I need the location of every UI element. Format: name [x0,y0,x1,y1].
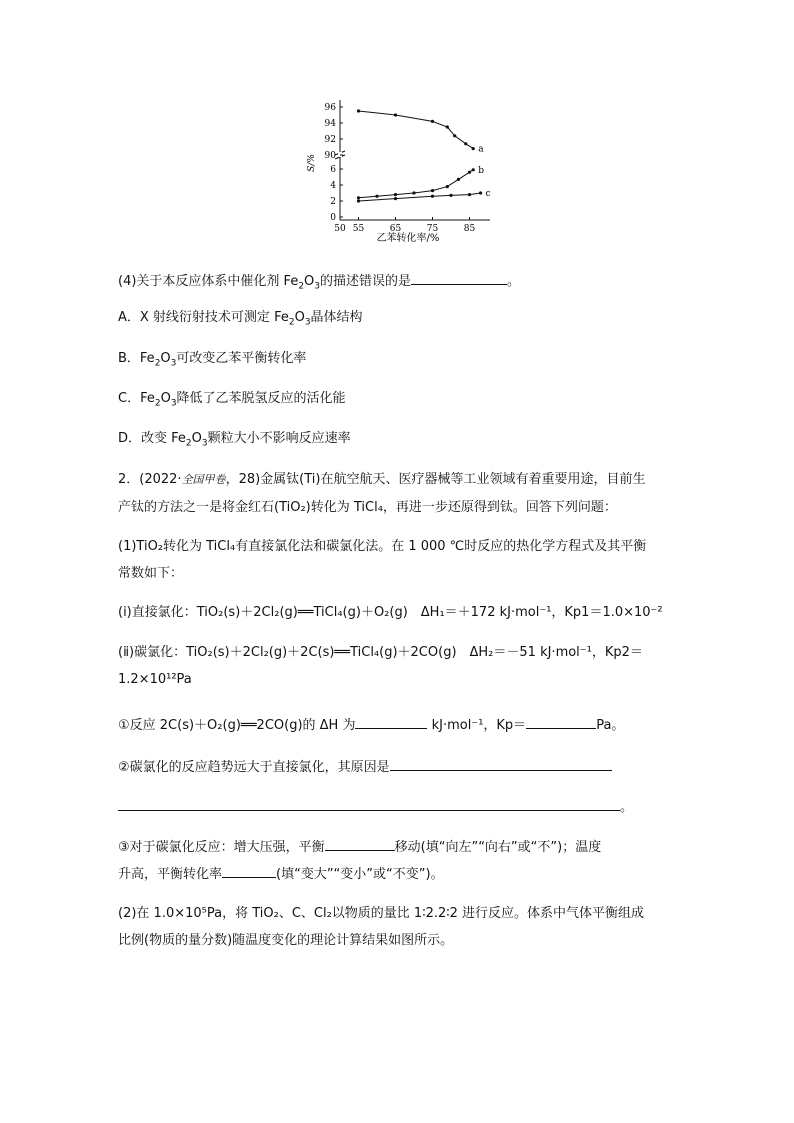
q2-intro-text: ，28)金属钛(Ti)在航空航天、医疗器械等工业领域有着重要用途，目前生 [225,472,646,487]
data-point-a [431,120,434,123]
q4-option-c: C．$Fe_2O_3$降低了乙苯脱氢反应的活化能 [118,391,346,409]
q4-stem-text-2: 的描述错误的是 [320,274,412,289]
sub3-text-3: 升高，平衡转化率 [118,867,223,882]
data-point-a [464,142,467,145]
y-tick-label: 92 [324,135,336,145]
y-axis-label: S/% [307,154,317,172]
option-d-text-2: 颗粒大小不影响反应速率 [207,431,351,446]
sub3-text-2: 移动(填“向左”“向右”或“不”)；温度 [394,840,602,855]
q4-stem-end: 。 [507,274,521,289]
q4-option-a: A．X 射线衍射技术可测定 $Fe_2O_3$晶体结构 [118,310,363,328]
x-tick-label: 75 [426,224,439,234]
data-point-c [394,197,397,200]
x-tick-label: 85 [463,224,476,234]
answer-blank-q4[interactable] [411,270,507,285]
option-c-text: C．Fe [118,391,155,406]
data-point-a [394,113,397,116]
sub-question-1 [118,714,624,735]
q2-intro-line2: 产钛的方法之一是将金红石(TiO₂)转化为 TiCl₄，再进一步还原得到钛。回答下列问题： [118,500,617,515]
x-axis-label: 乙苯转化率/% [376,233,440,244]
answer-blank-conversion[interactable] [222,863,276,878]
data-point-b [431,189,434,192]
data-point-b [472,168,475,171]
sub-question-3-line1 [118,836,601,857]
q2-part2-line1: (2)在 1.0×10⁵Pa，将 TiO₂、C、Cl₂以物质的量比 1∶2.2∶2 进行反应。体系中气体平衡组成 [118,906,645,921]
answer-blank-kp[interactable] [526,714,596,729]
data-point-c [431,195,434,198]
q2-part2-line2: 比例(物质的量分数)随温度变化的理论计算结果如图所示。 [118,933,454,948]
q4-stem-text-o: O [304,274,315,289]
sub3-text-4: (填“变大”“变小”或“不变”)。 [276,867,444,882]
series-label-c: c [485,189,491,199]
data-point-b [446,185,449,188]
sub2-text: ②碳氯化的反应趋势远大于直接氯化，其原因是 [118,760,390,775]
y-tick-label: 6 [330,165,336,175]
data-point-a [357,109,360,112]
series-label-b: b [478,165,484,176]
sub2-end: 。 [620,800,634,815]
equation-carbochlorination-line2: 1.2×10¹²Pa [118,672,192,687]
y-tick-label: 0 [330,213,336,223]
x-tick-label: 55 [352,224,365,234]
data-point-c [479,191,482,194]
data-point-b [394,193,397,196]
x-tick-label: 65 [389,224,402,234]
option-b-text: B．Fe [118,351,155,366]
q4-option-d: D．改变 $Fe_2O_3$颗粒大小不影响反应速率 [118,431,351,449]
q4-stem-text: (4)关于本反应体系中催化剂 Fe [118,274,299,289]
q2-source: 全国甲卷 [181,473,226,486]
sub3-text: ③对于碳氯化反应：增大压强，平衡 [118,840,325,855]
answer-blank-shift[interactable] [325,836,395,851]
y-tick-label: 96 [324,103,336,113]
option-b-text-2: 可改变乙苯平衡转化率 [176,351,307,366]
data-point-b [375,195,378,198]
sub1-text: ①反应 2C(s)＋O₂(g)══2CO(g)的 ΔH 为 [118,718,356,733]
sub-question-2-cont [118,796,633,817]
x-tick-label: 50 [334,224,346,234]
data-point-c [357,199,360,202]
q2-part1-line2: 常数如下： [118,566,184,581]
data-point-c [468,193,471,196]
answer-blank-reason-1[interactable] [390,756,612,771]
q4-option-b: B．$Fe_2O_3$可改变乙苯平衡转化率 [118,351,307,369]
y-tick-label: 90 [324,151,336,161]
selectivity-chart [300,95,500,245]
equation-carbochlorination-line1: (ⅱ)碳氯化：TiO₂(s)＋2Cl₂(g)＋2C(s)══TiCl₄(g)＋2CO(g) ΔH₂＝－51 kJ·mol⁻¹，Kp2＝ [118,645,643,660]
data-point-b [457,178,460,181]
option-a-text-2: 晶体结构 [310,310,363,325]
q2-part1-line1: (1)TiO₂转化为 TiCl₄有直接氯化法和碳氯化法。在 1 000 ℃时反应的热化学方程式及其平衡 [118,539,647,554]
option-a-text: A．X 射线衍射技术可测定 Fe [118,310,289,325]
equation-direct-chlorination: (ⅰ)直接氯化：TiO₂(s)＋2Cl₂(g)══TiCl₄(g)＋O₂(g) ΔH₁＝＋172 kJ·mol⁻¹，Kp1＝1.0×10⁻² [118,605,663,620]
series-label-a: a [478,144,484,155]
option-c-text-2: 降低了乙苯脱氢反应的活化能 [176,391,346,406]
sub-question-3-line2 [118,863,444,884]
q2-number: 2．(2022· [118,472,182,487]
data-point-b [357,196,360,199]
y-tick-label: 2 [330,197,336,207]
y-tick-label: 4 [330,181,336,191]
data-point-a [446,125,449,128]
answer-blank-delta-h[interactable] [355,714,427,729]
answer-blank-reason-2[interactable] [118,796,620,811]
data-point-a [453,134,456,137]
series-line-b [359,170,474,198]
data-point-c [449,194,452,197]
data-point-b [412,191,415,194]
series-line-a [359,111,474,149]
sub-question-2 [118,756,612,777]
data-point-b [468,171,471,174]
data-point-a [472,147,475,150]
sub1-text-2: kJ·mol⁻¹，Kp＝ [431,718,527,733]
option-d-text: D．改变 Fe [118,431,186,446]
y-tick-label: 94 [324,119,336,129]
sub1-text-3: Pa。 [596,718,625,733]
q4-stem: (4)关于本反应体系中催化剂 $Fe_2O_3$的描述错误的是 。 [118,270,520,291]
q2-intro-line1 [118,471,645,489]
